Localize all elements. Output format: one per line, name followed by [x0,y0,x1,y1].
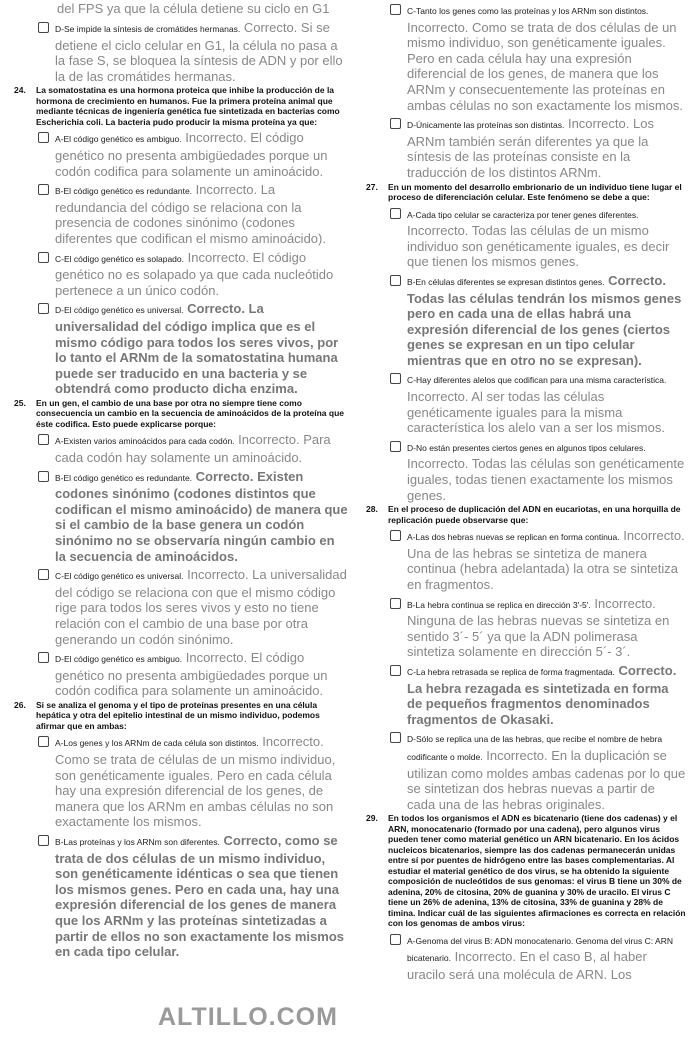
option-label: B-En células diferentes se expresan distintos genes. [407,276,605,287]
option-label: A-Las dos hebras nuevas se replican en forma continua. [407,532,620,543]
option-feedback: Incorrecto. El código genético no presenta ambigüedades porque un codón codifica para solamente un aminoácido. [55,130,328,179]
question-text: En el proceso de duplicación del ADN en eucariotas, en una horquilla de replicación puede observarse que: [388,504,681,525]
option-feedback: Incorrecto. Todas las células de un mismo individuo son genéticamente iguales, es decir que tienen los mismos genes. [407,223,670,270]
option-label: D-El código genético es universal. [55,305,184,316]
option-feedback: Incorrecto. Los ARNm también serán diferentes ya que la síntesis de las proteínas consiste en la traducción de los distintos ARNm. [407,116,654,180]
answer-option[interactable] [390,932,686,983]
option-label: D-No están presentes ciertos genes en algunos tipos celulares. [407,442,646,453]
option-label: B-El código genético es redundante. [55,186,193,197]
option-label: D-Sólo se replica una de las hebras, que recibe el nombre de hebra codificante o molde. [407,734,663,762]
option-feedback: Correcto. La hebra rezagada es sintetizada en forma de pequeños fragmentos denominados fragmentos de Okasaki. [407,662,677,727]
question-text: En un gen, el cambio de una base por otra no siempre tiene como consecuencia un cambio en la secuencia de aminoácidos de la proteína que éste codifica. Esto puede explicarse porque: [36,397,344,429]
continuation-text: del FPS ya que la célula detiene su ciclo en G1 [57,1,330,16]
option-feedback: Incorrecto. Todas las células son genéticamente iguales, todas tienen exactamente los mismos genes. [407,456,685,503]
question-text: En todos los organismos el ADN es bicatenario (tiene dos cadenas) y el ARN, monocatenario (formado por una cadena), pero algunos virus pueden tener como material genético un ARN bicatenario. En los ácidos nucleicos bicatenarios, siempre las dos cadenas permanecerán unidas entre sí por puentes de hidrógeno entre las bases complementarias. Al estudiar el material genético de dos virus, se ha obtenido la siguiente composición de nucleótidos de sus genomas: el virus B tiene un 30% de adenina, 20% de citosina, 20% de guanina y 30% de uracilo. El virus C tiene un 26% de adenina, 13% de citosina, 33% de guanina y 28% de timina. Indicar cuál de las siguientes afirmaciones es correcta en relación con los genomas de ambos virus: [388,813,686,929]
answer-option[interactable] [38,469,348,565]
answer-checkbox[interactable] [390,598,401,609]
option-label: B-El código genético es redundante. [55,472,193,483]
answer-checkbox[interactable] [38,471,49,482]
answer-option[interactable] [390,2,686,113]
answer-option[interactable] [38,432,348,465]
option-label: B-Las proteínas y los ARNm son diferentes. [55,836,220,847]
answer-checkbox[interactable] [390,4,401,15]
option-label: C-Hay diferentes alelos que codifican para una misma característica. [407,375,667,386]
option-feedback: Incorrecto. Al ser todas las células genéticamente iguales para la misma característica los alelo van a ser los mismos. [407,389,665,436]
answer-checkbox[interactable] [38,434,49,445]
answer-checkbox[interactable] [38,252,49,263]
option-feedback: Incorrecto. Una de las hebras se sintetiza de manera continua (hebra adelantada) la otra se sintetiza en fragmentos. [407,528,685,592]
question-number: 25. [14,397,26,408]
answer-option[interactable] [38,20,348,84]
answer-checkbox[interactable] [38,132,49,143]
question-text: La somatostatina es una hormona proteica que inhibe la producción de la hormona de crecimiento en humanos. Fue la primera proteína animal que mediante técnicas de ingeniería genética fue sintetizada en bacterias como Escherichia coli. La bacteria pudo producir la misma proteína ya que: [36,85,340,127]
question-number: 24. [14,85,26,96]
answer-checkbox[interactable] [38,835,49,846]
option-feedback: Correcto. Si se detiene el ciclo celular en G1, la célula no pasa a la fase S, se bloquea la síntesis de ADN y por ello la de las cromátides hermanas. [55,20,343,84]
question-29 [366,813,686,982]
question-26 [14,700,348,960]
answer-option[interactable] [390,528,686,592]
answer-option[interactable] [38,130,348,179]
answer-checkbox[interactable] [390,208,401,219]
option-feedback: Incorrecto. El código genético no es solapado ya que cada nucleótido pertenece a un único codón. [55,249,334,298]
option-feedback: Incorrecto. El código genético no presenta ambigüedades porque un codón codifica para solamente un aminoácido. [55,650,328,699]
answer-option[interactable] [390,730,686,812]
question-number: 29. [366,813,378,824]
option-label: A-Los genes y los ARNm de cada célula son distintos. [55,738,259,749]
answer-option[interactable] [38,301,348,397]
answer-checkbox[interactable] [38,303,49,314]
option-feedback: Incorrecto. La redundancia del código se relaciona con la presencia de codones sinónimo (codones diferentes que codifican el mismo aminoácido). [55,182,326,246]
answer-option[interactable] [38,734,348,830]
answer-option[interactable] [390,273,686,369]
question-number: 28. [366,504,378,515]
option-feedback: Incorrecto. En el caso B, al haber uracilo será una molécula de ARN. Los [407,949,647,982]
question-text: En un momento del desarrollo embrionario de un individuo tiene lugar el proceso de diferenciación celular. Este fenómeno se debe a que: [388,181,682,203]
option-feedback: Incorrecto. Ninguna de las hebras nuevas se sintetiza en sentido 3´- 5´ ya que la ADN polimerasa sintetiza solamente en dirección 5´- 3´. [407,595,670,660]
answer-option[interactable] [38,250,348,299]
answer-checkbox[interactable] [390,665,401,676]
option-feedback: Correcto. Existen codones sinónimo (codones distintos que codifican el mismo aminoácido) de manera que si el cambio de la base genera un codón sinónimo no se observaría ningún cambio en la secuencia de aminoácidos. [55,468,348,564]
option-feedback: Correcto. La universalidad del código implica que es el mismo código para todos los seres vivos, por lo tanto el ARNm de la somatostatina humana puede ser traducido en una bacteria y se obtendrá como producto dicha enzima. [55,301,339,397]
question-number: 26. [14,699,26,710]
question-25 [14,398,348,699]
question-27 [366,182,686,504]
option-label: A-El código genético es ambiguo. [55,134,182,145]
option-feedback: Correcto. Todas las células tendrán los mismos genes pero en cada una de ellas habrá una expresión diferencial de los genes (ciertos genes se expresan en un tipo celular mientras que en otro no se expresan). [407,272,682,368]
question-number: 27. [366,181,378,192]
option-label: C-Tanto los genes como las proteínas y los ARNm son distintos. [407,6,649,16]
right-column [366,0,686,983]
option-feedback: Incorrecto. En la duplicación se utilizan como moldes ambas cadenas por lo que se sintetizan dos hebras nuevas a partir de cada una de las hebras originales. [407,747,686,812]
answer-option[interactable] [390,206,686,270]
option-feedback: Incorrecto. La universalidad del código se relaciona con que el mismo código rige para todos los seres vivos y esto no tiene relación con el cambio de una base por otra generando un codón sinónimo. [55,567,347,647]
option-feedback: Incorrecto. Como se trata de células de un mismo individuo, son genéticamente iguales. Pero en cada célula hay una expresión diferencial de los genes, de manera que los ARNm en ambas células no son exactamente los mismos. [55,734,336,830]
option-label: D-El código genético es ambiguo. [55,654,183,665]
option-label: A-Genoma del virus B: ADN monocatenario. Genoma del virus C: ARN bicatenario. [407,935,673,964]
option-feedback: Correcto, como se trata de dos células de un mismo individuo, son genéticamente idénticas o sea que tienen los mismos genes. Pero en cada una, hay una expresión diferencial de los genes de manera que los ARNm y las proteínas sintetizadas a partir de ellos no son exactamente los mismos en cada tipo celular. [55,832,344,960]
answer-checkbox[interactable] [38,22,49,33]
option-feedback: Incorrecto. Para cada codón hay solamente un aminoácido. [55,432,331,465]
option-label: C-El código genético es universal. [55,571,184,582]
answer-option[interactable] [390,371,686,435]
answer-option[interactable] [390,663,686,727]
answer-checkbox[interactable] [390,275,401,286]
answer-checkbox[interactable] [38,184,49,195]
left-column [14,0,348,960]
watermark: ALTILLO.COM [158,1003,338,1031]
question-28 [366,504,686,812]
option-feedback: Incorrecto. Como se trata de dos células de un mismo individuo, son genéticamente iguales. Pero en cada célula hay una expresión diferencial de los genes, de manera que los ARNm y consecuentemente las proteínas en ambas células no son exactamente los mismos. [407,19,684,113]
question-24 [14,85,348,397]
option-label: C-El código genético es solapado. [55,253,184,264]
answer-option[interactable] [38,833,348,960]
answer-option[interactable] [38,650,348,699]
answer-checkbox[interactable] [390,732,401,743]
question-text: Si se analiza el genoma y el tipo de proteínas presentes en una célula hepática y otra del epitelio intestinal de un mismo individuo, podemos afirmar que en ambas: [36,699,320,731]
answer-checkbox[interactable] [390,934,401,945]
answer-option[interactable] [38,182,348,246]
option-label: A-Existen varios aminoácidos para cada codón. [55,436,235,447]
answer-checkbox[interactable] [38,652,49,663]
option-label: C-La hebra retrasada se replica de forma fragmentada. [407,666,615,677]
answer-option[interactable] [390,439,686,503]
option-label: D-Se impide la síntesis de cromátides hermanas. [55,24,241,34]
option-label: A-Cada tipo celular se caracteriza por tener genes diferentes. [407,209,639,220]
option-label: D-Únicamente las proteínas son distintas. [407,120,565,131]
answer-option[interactable] [390,116,686,180]
answer-option[interactable] [38,567,348,647]
answer-checkbox[interactable] [390,373,401,384]
answer-checkbox[interactable] [390,441,401,452]
answer-checkbox[interactable] [38,569,49,580]
answer-checkbox[interactable] [390,530,401,541]
answer-checkbox[interactable] [38,736,49,747]
answer-checkbox[interactable] [390,118,401,129]
answer-option[interactable] [390,596,686,660]
option-label: B-La hebra continua se replica en dirección 3'-5'. [407,599,591,610]
